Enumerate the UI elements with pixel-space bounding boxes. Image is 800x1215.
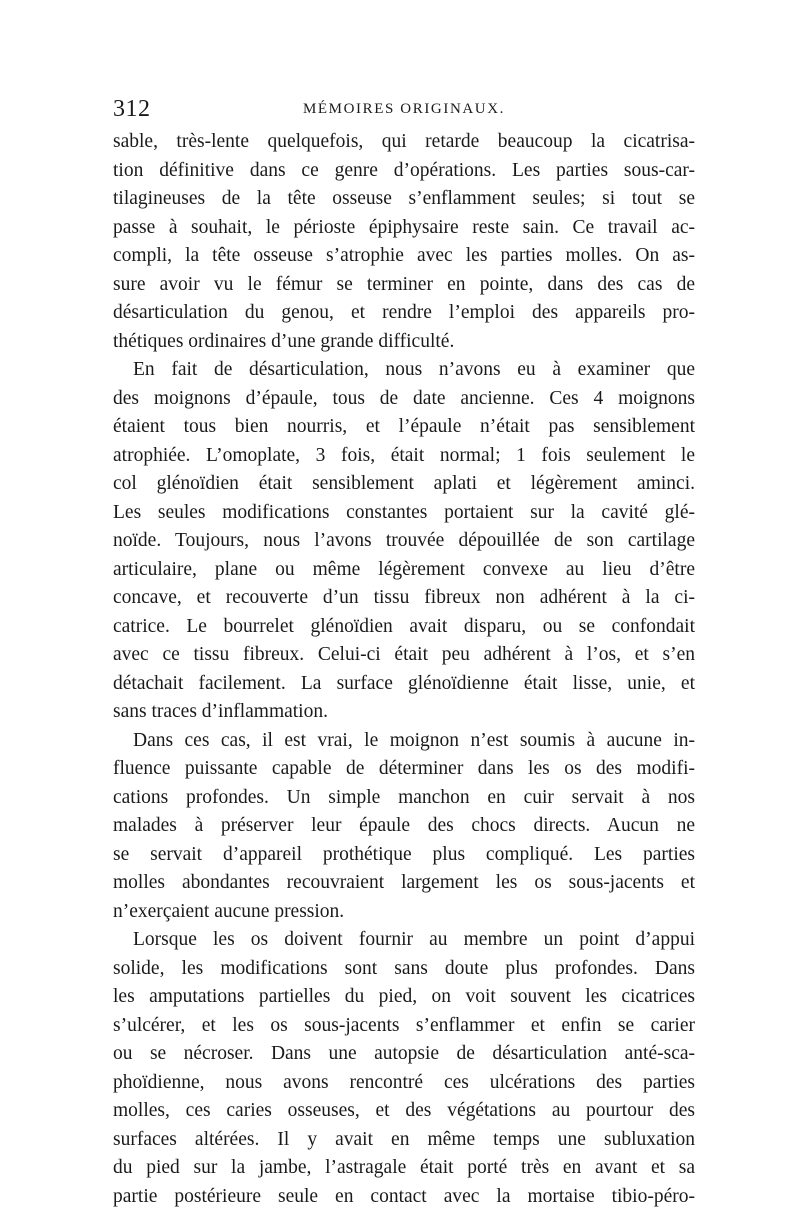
- text-line: sure avoir vu le fémur se terminer en pointe, dans des cas de: [113, 273, 695, 295]
- text-line: articulaire, plane ou même légèrement convexe au lieu d’être: [113, 558, 695, 580]
- text-line: solide, les modifications sont sans doute plus profondes. Dans: [113, 957, 695, 979]
- text-line: fluence puissante capable de déterminer dans les os des modifi-: [113, 758, 695, 779]
- paragraph-3: [113, 727, 695, 927]
- page-number: 312: [113, 96, 151, 122]
- paragraph-1: [113, 128, 695, 356]
- text-line: compli, la tête osseuse s’atrophie avec les parties molles. On as-: [113, 245, 695, 266]
- text-line: sable, très-lente quelquefois, qui retarde beaucoup la cicatrisa-: [113, 131, 695, 152]
- text-line: partie postérieure seule en contact avec la mortaise tibio-péro-: [113, 1185, 695, 1207]
- text-line: tilagineuses de la tête osseuse s’enflamment seules; si tout se: [113, 188, 695, 209]
- text-line: molles, ces caries osseuses, et des végétations au pourtour des: [113, 1100, 695, 1121]
- text-line: Les seules modifications constantes portaient sur la cavité glé-: [113, 501, 695, 523]
- body-text: [113, 128, 695, 1211]
- running-head: [113, 94, 695, 124]
- text-line: concave, et recouverte d’un tissu fibreux non adhérent à la ci-: [113, 587, 695, 608]
- text-line: En fait de désarticulation, nous n’avons eu à examiner que: [133, 359, 695, 380]
- text-line: détachait facilement. La surface glénoïdienne était lisse, unie, et: [113, 672, 695, 694]
- text-line: n’exerçaient aucune pression.: [113, 900, 345, 922]
- text-line: phoïdienne, nous avons rencontré ces ulcérations des parties: [113, 1071, 695, 1093]
- text-line: tion définitive dans ce genre d’opérations. Les parties sous-car-: [113, 159, 695, 181]
- text-line: passe à souhait, le périoste épiphysaire reste sain. Ce travail ac-: [113, 216, 695, 238]
- text-line: les amputations partielles du pied, on voit souvent les cicatrices: [113, 986, 695, 1007]
- text-line: malades à préserver leur épaule des chocs directs. Aucun ne: [113, 815, 695, 836]
- text-line: sans traces d’inflammation.: [113, 701, 328, 722]
- text-line: cations profondes. Un simple manchon en cuir servait à nos: [113, 786, 695, 808]
- paragraph-2: [113, 356, 695, 727]
- text-line: noïde. Toujours, nous l’avons trouvée dépouillée de son cartilage: [113, 530, 695, 551]
- text-line: se servait d’appareil prothétique plus compliqué. Les parties: [113, 843, 695, 865]
- text-line: Lorsque les os doivent fournir au membre un point d’appui: [133, 929, 695, 950]
- text-line: du pied sur la jambe, l’astragale était porté très en avant et sa: [113, 1157, 695, 1178]
- text-line: thétiques ordinaires d’une grande difficulté.: [113, 330, 455, 352]
- text-line: des moignons d’épaule, tous de date ancienne. Ces 4 moignons: [113, 387, 695, 409]
- paragraph-4: [113, 926, 695, 1211]
- text-line: étaient tous bien nourris, et l’épaule n’était pas sensiblement: [113, 416, 695, 437]
- text-line: col glénoïdien était sensiblement aplati et légèrement aminci.: [113, 473, 695, 494]
- text-line: avec ce tissu fibreux. Celui-ci était peu adhérent à l’os, et s’en: [113, 644, 695, 665]
- text-line: désarticulation du genou, et rendre l’emploi des appareils pro-: [113, 302, 695, 323]
- text-line: atrophiée. L’omoplate, 3 fois, était normal; 1 fois seulement le: [113, 444, 695, 466]
- text-line: surfaces altérées. Il y avait en même temps une subluxation: [113, 1128, 695, 1150]
- text-line: s’ulcérer, et les os sous-jacents s’enflammer et enfin se carier: [113, 1014, 695, 1036]
- text-line: catrice. Le bourrelet glénoïdien avait disparu, ou se confondait: [113, 615, 695, 637]
- running-title: MÉMOIRES ORIGINAUX.: [302, 101, 506, 117]
- text-line: ou se nécroser. Dans une autopsie de désarticulation anté-sca-: [113, 1043, 695, 1064]
- text-line: molles abondantes recouvraient largement les os sous-jacents et: [113, 872, 695, 893]
- text-line: Dans ces cas, il est vrai, le moignon n’est soumis à aucune in-: [133, 729, 695, 751]
